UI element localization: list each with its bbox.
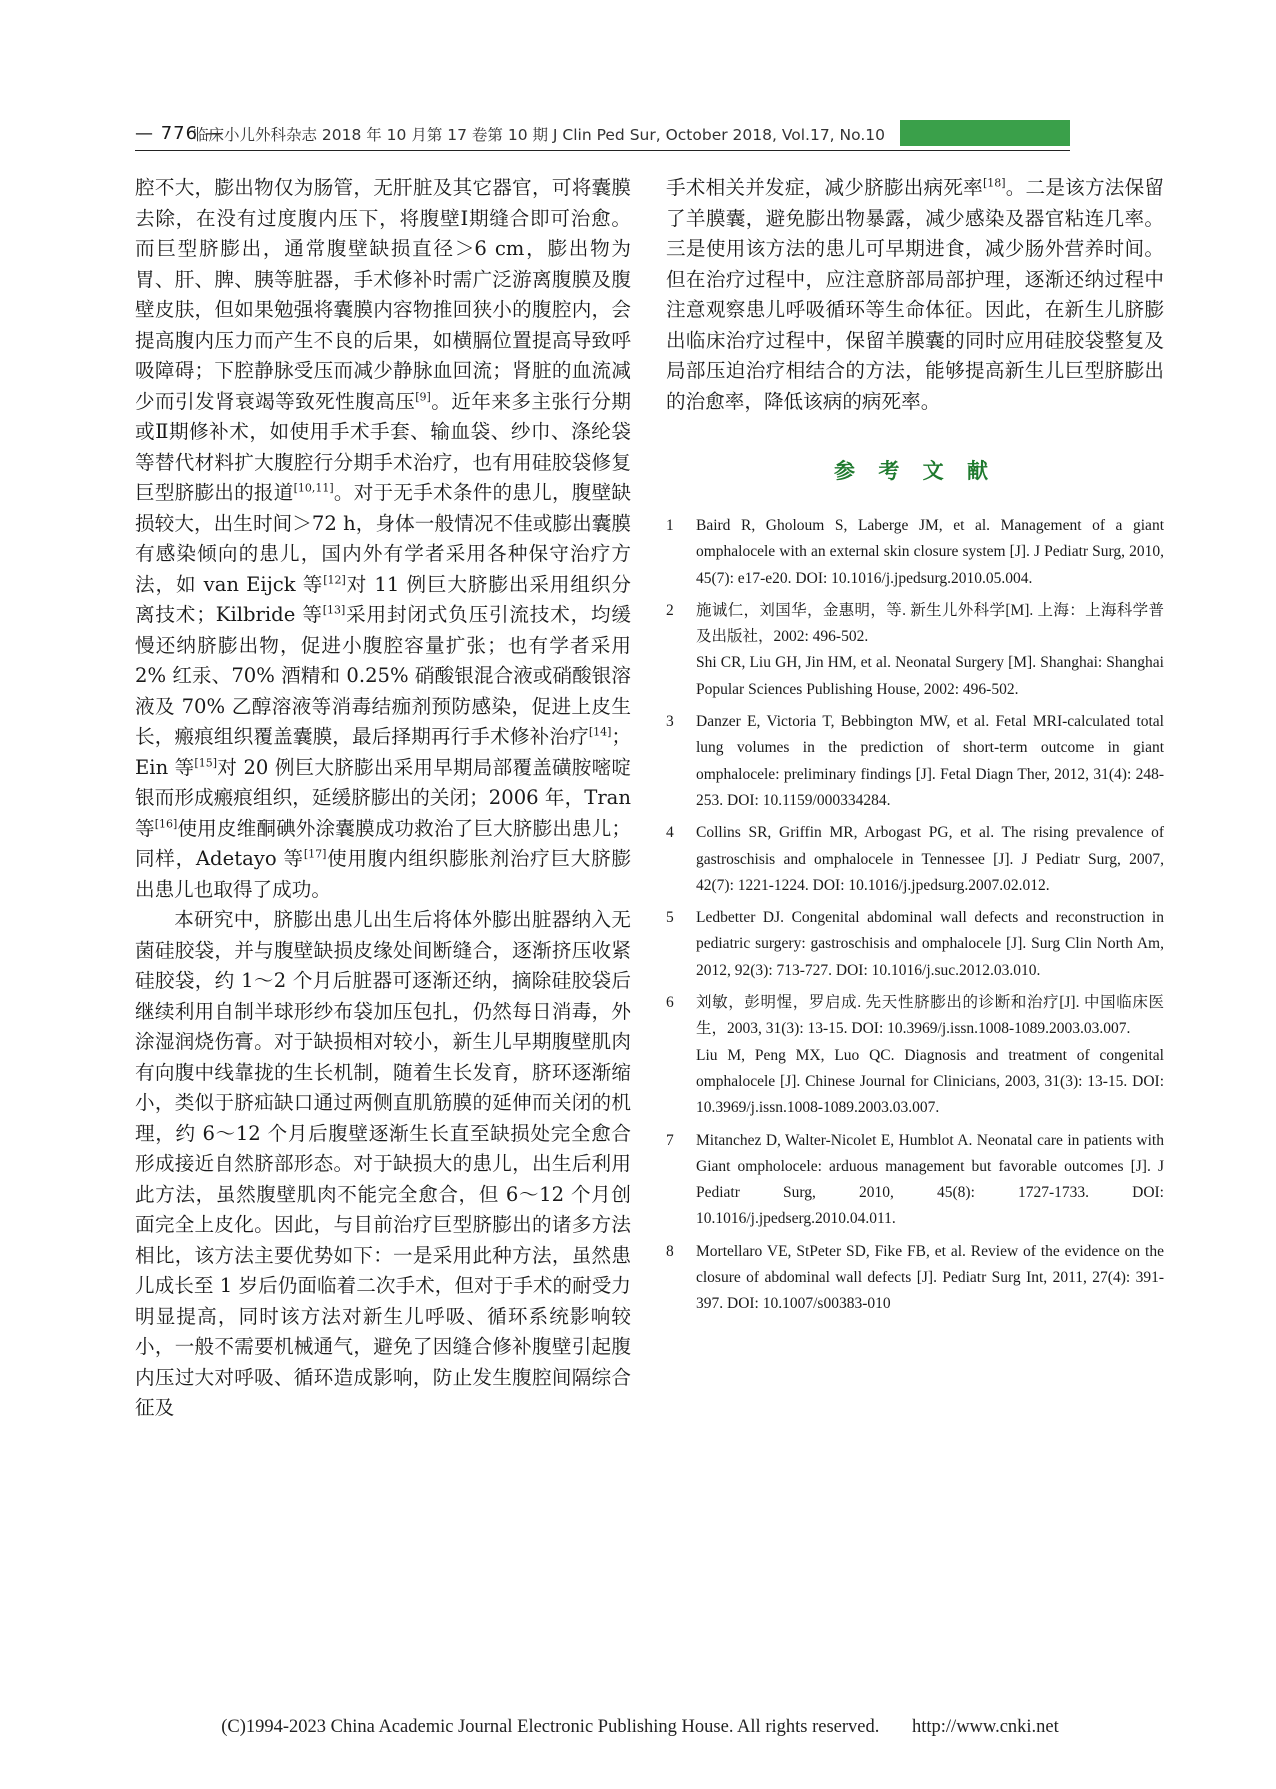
citation-marker: [10,11] — [293, 481, 334, 495]
reference-text-english: Shi CR, Liu GH, Jin HM, et al. Neonatal Surgery [M]. Shanghai: Shanghai Popular Sciences Publishing House, 2002: 496-502. — [696, 654, 1164, 698]
reference-number: 3 — [666, 713, 674, 731]
reference-text: Baird R, Gholoum S, Laberge JM, et al. Management of a giant omphalocele with an external skin closure system [J]. J Pediatr Surg, 2010, 45(7): e17-e20. DOI: 10.1016/j.jpedsurg.2010.05.004. — [696, 517, 1164, 587]
reference-item — [666, 905, 1164, 984]
reference-number: 7 — [666, 1131, 674, 1149]
page-footer — [40, 1717, 1240, 1738]
reference-text: Mitanchez D, Walter-Nicolet E, Humblot A. Neonatal care in patients with Giant ompholocele: arduous management but favorable outcomes [J]. J Pediatr Surg, 2010, 45(8): 1727-1733. DOI: 10.1016/j.jpedserg.2010.04.011. — [696, 1131, 1164, 1228]
reference-item — [666, 598, 1164, 703]
citation-marker: [13] — [322, 603, 346, 617]
reference-text: Mortellaro VE, StPeter SD, Fike FB, et al. Review of the evidence on the closure of abdominal wall defects [J]. Pediatr Surg Int, 2011, 27(4): 391-397. DOI: 10.1007/s00383-010 — [696, 1242, 1164, 1313]
reference-text: Ledbetter DJ. Congenital abdominal wall defects and reconstruction in pediatric surgery: gastroschisis and omphalocele [J]. Surg Clin North Am, 2012, 92(3): 713-727. DOI: 10.1016/j.suc.2012.03.010. — [696, 909, 1164, 979]
reference-number: 8 — [666, 1242, 674, 1260]
reference-item — [666, 1239, 1164, 1318]
running-head: 临床小儿外科杂志 2018 年 10 月第 17 卷第 10 期 J Clin Ped Sur, October 2018, Vol.17, No.10 — [192, 126, 885, 144]
header-accent-bar — [900, 120, 1070, 146]
reference-item — [666, 513, 1164, 592]
reference-number: 6 — [666, 994, 674, 1012]
page-number: — 776 — — [135, 123, 224, 144]
citation-marker: [17] — [303, 847, 327, 861]
reference-number: 4 — [666, 824, 674, 842]
page-header — [135, 120, 1070, 151]
reference-number: 2 — [666, 601, 674, 619]
body-paragraph: 腔不大，膨出物仅为肠管，无肝脏及其它器官，可将囊膜去除，在没有过度腹内压下，将腹壁Ⅰ期缝合即可治愈。而巨型脐膨出，通常腹壁缺损直径＞6 cm，膨出物为胃、肝、脾、胰等脏器，手术修补时需广泛游离腹膜及腹壁皮肤，但如果勉强将囊膜内容物推回狭小的腹腔内，会提高腹内压力而产生不良的后果，如横膈位置提高导致呼吸障碍；下腔静脉受压而减少静脉血回流；肾脏的血流减少而引发肾衰竭等致死性腹高压[9]。近年来多主张行分期或Ⅱ期修补术，如使用手术手套、输血袋、纱巾、涤纶袋等替代材料扩大腹腔行分期手术治疗，也有用硅胶袋修复巨型脐膨出的报道[10,11]。对于无手术条件的患儿，腹壁缺损较大，出生时间＞72 h，身体一般情况不佳或膨出囊膜有感染倾向的患儿，国内外有学者采用各种保守治疗方法，如 van Eijck 等[12]对 11 例巨大脐膨出采用组织分离技术；Kilbride 等[13]采用封闭式负压引流技术，均缓慢还纳脐膨出物，促进小腹腔容量扩张；也有学者采用 2% 红汞、70% 酒精和 0.25% 硝酸银混合液或硝酸银溶液及 70% 乙醇溶液等消毒结痂剂预防感染，促进上皮生长，瘢痕组织覆盖囊膜，最后择期再行手术修补治疗[14]；Ein 等[15]对 20 例巨大脐膨出采用早期局部覆盖磺胺嘧啶银而形成瘢痕组织，延缓脐膨出的关闭；2006 年，Tran 等[16]使用皮维酮碘外涂囊膜成功救治了巨大脐膨出患儿；同样，Adetayo 等[17]使用腹内组织膨胀剂治疗巨大脐膨出患儿也取得了成功。 — [135, 176, 632, 901]
body-paragraph: 本研究中，脐膨出患儿出生后将体外膨出脏器纳入无菌硅胶袋，并与腹壁缺损皮缘处间断缝合，逐渐挤压收紧硅胶袋，约 1～2 个月后脏器可逐渐还纳，摘除硅胶袋后继续利用自制半球形纱布袋加压包扎，仍然每日消毒，外涂湿润烧伤膏。对于缺损相对较小，新生儿早期腹壁肌肉有向腹中线靠拢的生长机制，随着生长发育，脐环逐渐缩小，类似于脐疝缺口通过两侧直肌筋膜的延伸而关闭的机理，约 6～12 个月后腹壁逐渐生长直至缺损处完全愈合形成接近自然脐部形态。对于缺损大的患儿，出生后利用此方法，虽然腹壁肌肉不能完全愈合，但 6～12 个月创面完全上皮化。因此，与目前治疗巨型脐膨出的诸多方法相比，该方法主要优势如下：一是采用此种方法，虽然患儿成长至 1 岁后仍面临着二次手术，但对于手术的耐受力明显提高，同时该方法对新生儿呼吸、循环系统影响较小，一般不需要机械通气，避免了因缝合修补腹壁引起腹内压过大对呼吸、循环造成影响，防止发生腹腔间隔综合征及 — [135, 908, 631, 1419]
reference-text: 施诚仁，刘国华，金惠明，等. 新生儿外科学[M]. 上海：上海科学普及出版社，2002: 496-502. — [696, 601, 1164, 646]
citation-marker: [14] — [588, 725, 612, 739]
copyright-notice: (C)1994-2023 China Academic Journal Electronic Publishing House. All rights reserved. — [221, 1717, 880, 1737]
citation-marker: [9] — [415, 389, 431, 403]
footer-url[interactable]: http://www.cnki.net — [912, 1717, 1059, 1737]
body-paragraph: 手术相关并发症，减少脐膨出病死率[18]。二是该方法保留了羊膜囊，避免膨出物暴露，减少感染及器官粘连几率。三是使用该方法的患儿可早期进食，减少肠外营养时间。但在治疗过程中，应注意脐部局部护理，逐渐还纳过程中注意观察患儿呼吸循环等生命体征。因此，在新生儿脐膨出临床治疗过程中，保留羊膜囊的同时应用硅胶袋整复及局部压迫治疗相结合的方法，能够提高新生儿巨型脐膨出的治愈率，降低该病的病死率。 — [666, 176, 1164, 413]
reference-text-english: Liu M, Peng MX, Luo QC. Diagnosis and treatment of congenital omphalocele [J]. Chinese Journal for Clinicians, 2003, 31(3): 13-15. DOI: 10.3969/j.issn.1008-1089.2003.03.007. — [696, 1046, 1164, 1117]
citation-marker: [15] — [194, 755, 218, 769]
reference-text: 刘敏，彭明惺，罗启成. 先天性脐膨出的诊断和治疗[J]. 中国临床医生，2003, 31(3): 13-15. DOI: 10.3969/j.issn.1008-1089.2003.03.007. — [696, 994, 1164, 1038]
right-column — [666, 173, 1164, 1324]
reference-item — [666, 990, 1164, 1121]
reference-number: 1 — [666, 517, 674, 534]
citation-marker: [12] — [323, 572, 346, 586]
reference-list — [666, 513, 1164, 1318]
references-heading: 参 考 文 献 — [834, 459, 996, 483]
reference-item — [666, 1128, 1164, 1233]
reference-item — [666, 820, 1164, 899]
citation-marker: [18] — [982, 176, 1006, 190]
reference-text: Collins SR, Griffin MR, Arbogast PG, et al. The rising prevalence of gastroschisis and omphalocele in Tennessee [J]. J Pediatr Surg, 2007, 42(7): 1221-1224. DOI: 10.1016/j.jpedsurg.2007.02.012. — [696, 824, 1164, 894]
reference-text: Danzer E, Victoria T, Bebbington MW, et al. Fetal MRI-calculated total lung volumes in the prediction of short-term outcome in giant omphalocele: preliminary findings [J]. Fetal Diagn Ther, 2012, 31(4): 248-253. DOI: 10.1159/000334284. — [696, 713, 1164, 809]
left-column — [135, 173, 631, 1424]
citation-marker: [16] — [154, 816, 178, 830]
reference-item — [666, 709, 1164, 814]
reference-number: 5 — [666, 909, 674, 927]
